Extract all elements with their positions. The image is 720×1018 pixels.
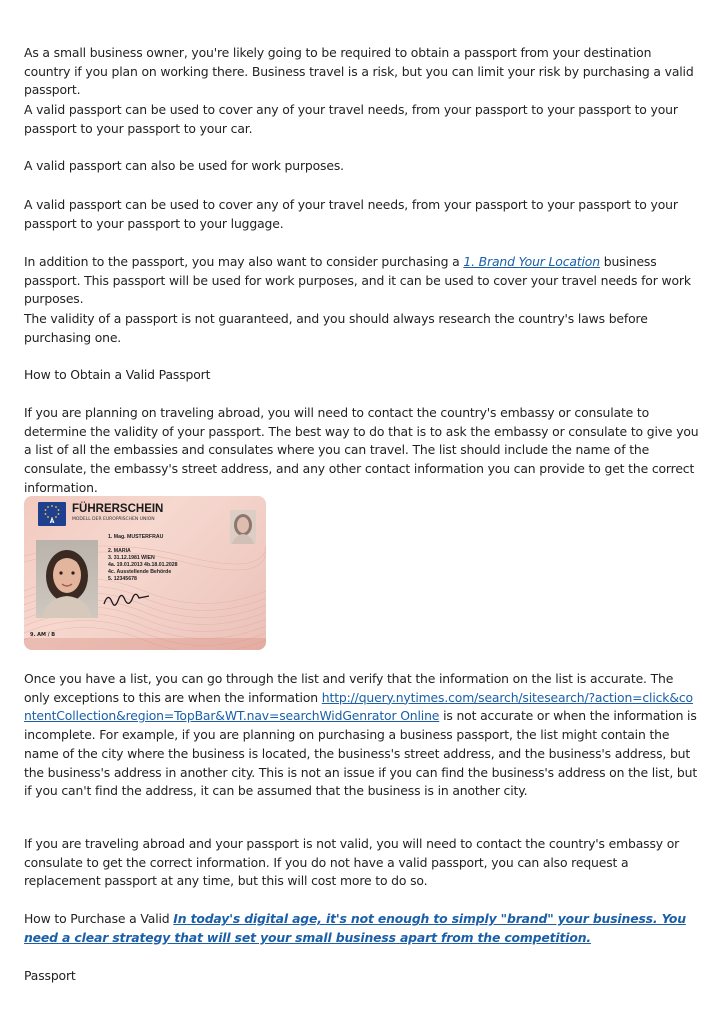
paragraph-text: is not accurate or when the information is incomplete. For example, if you are planning on purchasing a business passport, the list might contain the name of the city where the business is located, the business's street address, and the business's address, but the business's address in another city. This is not an issue if you can find the business's address on the list, but if you can't find the address, it can be assumed that the business is in another city. xyxy=(24,708,698,799)
license-field-birth: 3. 31.12.1981 WIEN xyxy=(108,555,155,561)
brand-location-link[interactable]: 1. Brand Your Location xyxy=(463,254,600,269)
license-field-firstname: 2. MARIA xyxy=(108,548,131,554)
license-field-surname: 1. Mag. MUSTERFRAU xyxy=(108,534,164,540)
portrait-photo xyxy=(36,540,98,618)
paragraph-intro: As a small business owner, you're likely going to be required to obtain a passport from your destination country if you plan on working there. Business travel is a risk, but you can limit your risk by purchasing a valid passport. xyxy=(24,45,694,98)
paragraph-car: A valid passport can be used to cover any of your travel needs, from your passport to your passport to your passport to your passport to your car. xyxy=(24,102,678,136)
eu-flag-icon xyxy=(38,502,66,526)
paragraph-text: Once you have a list, you can go through the list and verify that the information on the list is accurate. The only exceptions to this are when the information xyxy=(24,671,674,705)
digital-strategy-link[interactable]: In today's digital age, it's not enough to simply "brand" your business. You need a clear strategy that will set your small business apart from the competition. xyxy=(24,911,686,945)
paragraph-validity: The validity of a passport is not guaranteed, and you should always research the country's laws before purchasing one. xyxy=(24,311,648,345)
country-code: A xyxy=(49,518,55,525)
paragraph-text: In addition to the passport, you may also want to consider purchasing a xyxy=(24,254,464,269)
paragraph-text: How to Purchase a Valid xyxy=(24,911,174,926)
ghost-portrait-photo xyxy=(230,510,256,544)
paragraph-purchase-valid xyxy=(24,910,700,947)
paragraph-verify-list xyxy=(24,670,700,801)
license-field-dates: 4a. 19.01.2013 4b.18.01.2028 xyxy=(108,562,178,568)
license-field-authority: 4c. Ausstellende Behörde xyxy=(108,569,172,575)
license-category: 9. AM / B xyxy=(30,632,56,638)
portrait-icon xyxy=(36,540,98,618)
license-subtitle: MODELL DER EUROPÄISCHEN UNION xyxy=(72,517,155,522)
ghost-portrait-icon xyxy=(230,510,256,544)
paragraph-text: business passport. This passport will be used for work purposes, and it can be used to cover your travel needs for work purposes. xyxy=(24,254,691,307)
paragraph-invalid-passport: If you are traveling abroad and your passport is not valid, you will need to contact the country's embassy or consulate to get the correct information. If you do not have a valid passport, you can also request a replacement passport at any time, but this will cost more to do so. xyxy=(24,836,680,889)
drivers-license-image xyxy=(24,496,266,650)
paragraph-business-passport xyxy=(24,253,700,309)
heading-passport: Passport xyxy=(24,968,76,983)
paragraph-luggage: A valid passport can be used to cover any of your travel needs, from your passport to your passport to your passport to your passport to your luggage. xyxy=(24,197,678,231)
nytimes-search-link[interactable]: http://query.nytimes.com/search/sitesearch/?action=click&contentCollection&region=TopBar&WT.nav=searchWidGenrator Online xyxy=(24,689,693,724)
paragraph-work: A valid passport can also be used for work purposes. xyxy=(24,158,344,173)
heading-obtain-passport: How to Obtain a Valid Passport xyxy=(24,367,211,382)
license-title: FÜHRERSCHEIN xyxy=(72,503,164,515)
license-field-number: 5. 12345678 xyxy=(108,576,137,582)
paragraph-embassy: If you are planning on traveling abroad, you will need to contact the country's embassy or consulate to determine the validity of your passport. The best way to do that is to ask the embassy or consulate to give you a list of all the embassies and consulates where you can travel. The list should include the name of the consulate, the embassy's street address, and any other contact information you can provide to get the correct information. xyxy=(24,405,699,495)
